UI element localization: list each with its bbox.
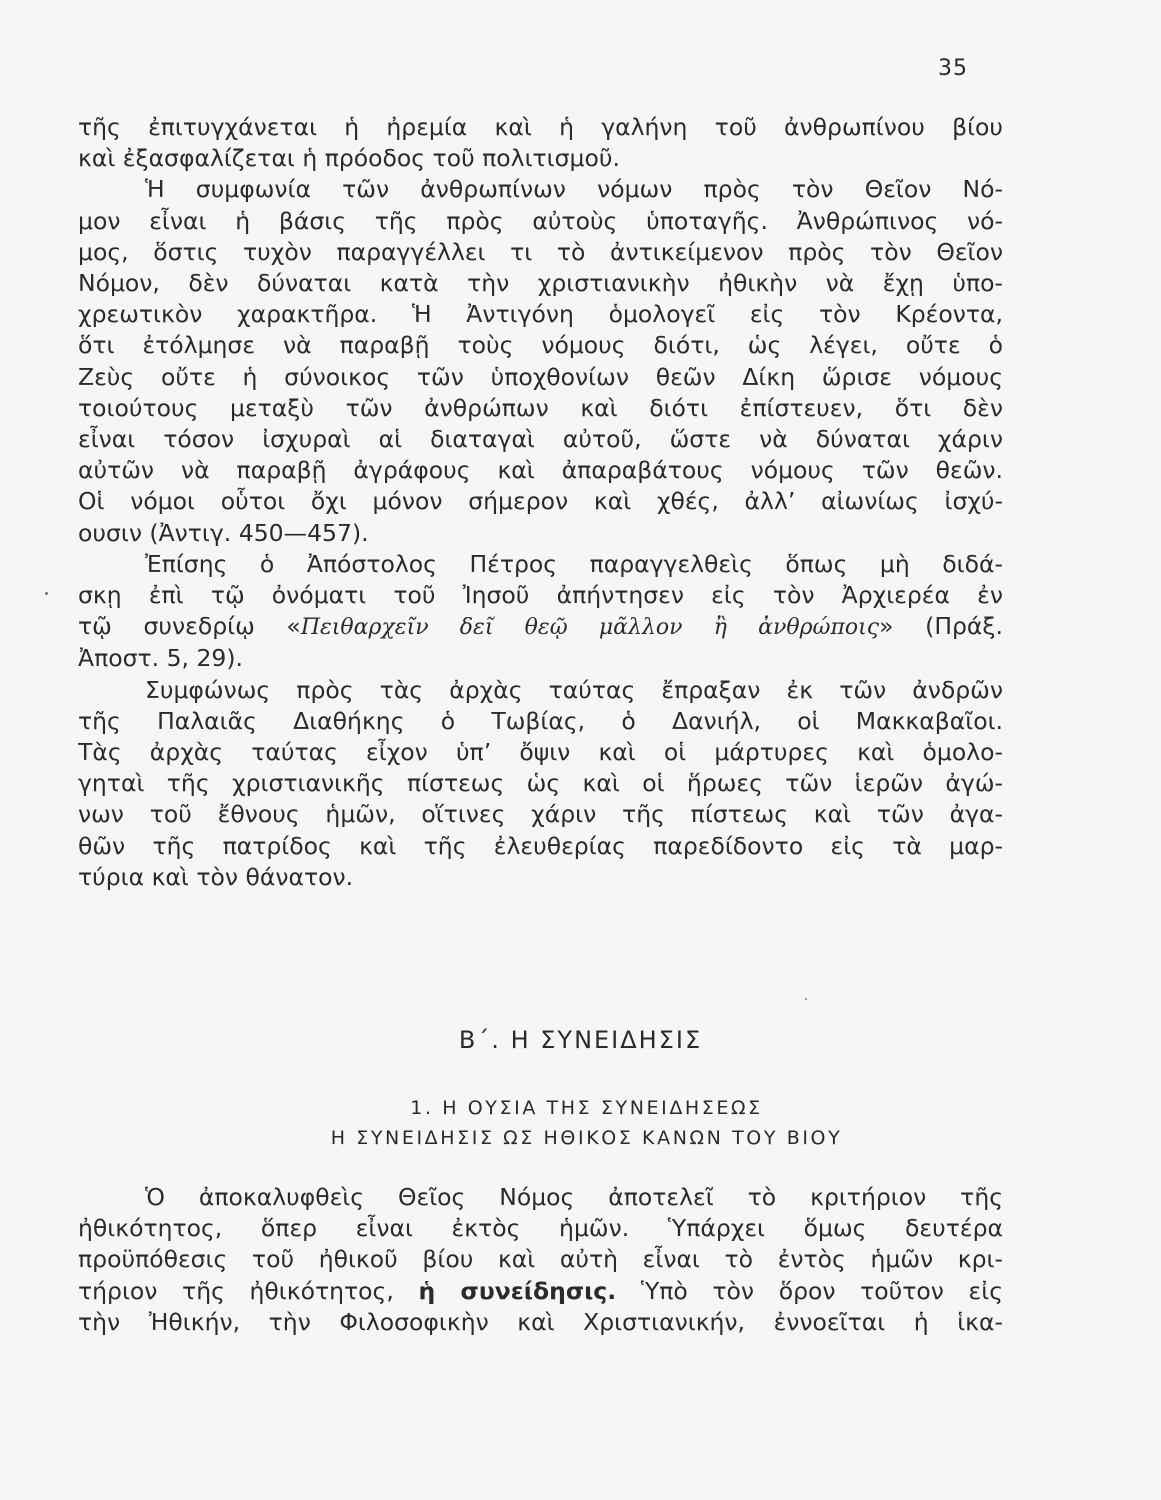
text-line: ἠθικότητος, ὅπερ εἶναι ἐκτὸς ἡμῶν. Ὑπάρχει ὅμως δευτέρα — [78, 1214, 1003, 1243]
text-line: τύρια καὶ τὸν θάνατον. — [78, 862, 354, 891]
subsection-subtitle: Η ΣΥΝΕΙΔΗΣΙΣ ΩΣ ΗΘΙΚΟΣ ΚΑΝΩΝ ΤΟΥ ΒΙΟΥ — [330, 1127, 843, 1149]
section-title: Β΄. Η ΣΥΝΕΙΔΗΣΙΣ — [458, 1026, 703, 1054]
term-line — [78, 1276, 1003, 1307]
print-speck — [805, 998, 807, 1000]
body-text-top — [78, 112, 1003, 893]
quote-line — [78, 611, 1003, 643]
scripture-quote: Πειθαρχεῖν δεῖ θεῷ μᾶλλον ἢ ἀνθρώποις — [300, 615, 880, 641]
quote-prefix: τῷ συνεδρίῳ « — [78, 612, 301, 641]
text-line: Ὁ ἀποκαλυφθεὶς Θεῖος Νόμος ἀποτελεῖ τὸ κριτήριον τῆς — [145, 1183, 1003, 1211]
term-prefix: τήριον τῆς ἠθικότητος, — [78, 1276, 419, 1305]
text-line: σκῃ ἐπὶ τῷ ὀνόματι τοῦ Ἰησοῦ ἀπήντησεν εἰς τὸν Ἀρχιερέα ἐν — [78, 581, 1003, 610]
text-line: προϋπόθεσις τοῦ ἠθικοῦ βίου καὶ αὐτὴ εἶναι τὸ ἐντὸς ἡμῶν κρι- — [78, 1245, 1003, 1274]
text-line: τῆς ἐπιτυγχάνεται ἡ ἠρεμία καὶ ἡ γαλήνη τοῦ ἀνθρωπίνου βίου — [78, 113, 1003, 141]
text-line: Οἱ νόμοι οὗτοι ὄχι μόνον σήμερον καὶ χθές, ἀλλ’ αἰωνίως ἰσχύ- — [78, 487, 1003, 516]
text-line: εἶναι τόσον ἰσχυραὶ αἱ διαταγαὶ αὐτοῦ, ὥστε νὰ δύναται χάριν — [78, 425, 1003, 454]
text-line: ουσιν (Ἀντιγ. 450—457). — [78, 518, 369, 547]
text-line: Τὰς ἀρχὰς ταύτας εἶχον ὑπ’ ὄψιν καὶ οἱ μάρτυρες καὶ ὁμολο- — [78, 738, 1003, 767]
text-line: τῆς Παλαιᾶς Διαθήκης ὁ Τωβίας, ὁ Δανιήλ, οἱ Μακκαβαῖοι. — [78, 706, 1003, 735]
text-line: χρεωτικὸν χαρακτῆρα. Ἡ Ἀντιγόνη ὁμολογεῖ εἰς τὸν Κρέοντα, — [78, 300, 1003, 329]
print-speck — [45, 592, 48, 595]
text-line: Ἡ συμφωνία τῶν ἀνθρωπίνων νόμων πρὸς τὸν Θεῖον Νό- — [145, 175, 1003, 204]
text-line: Ἀποστ. 5, 29). — [78, 644, 244, 673]
text-line: νων τοῦ ἔθνους ἡμῶν, οἵτινες χάριν τῆς πίστεως καὶ τῶν ἀγα- — [78, 800, 1003, 829]
text-line: Συμφώνως πρὸς τὰς ἀρχὰς ταύτας ἔπραξαν ἐκ τῶν ἀνδρῶν — [145, 675, 1003, 704]
text-line: Νόμον, δὲν δύναται κατὰ τὴν χριστιανικὴν ἠθικὴν νὰ ἔχῃ ὑπο- — [78, 269, 1003, 298]
page-number: 35 — [938, 56, 968, 81]
text-line: γηταὶ τῆς χριστιανικῆς πίστεως ὡς καὶ οἱ ἥρωες τῶν ἱερῶν ἀγώ- — [78, 769, 1003, 798]
text-line: τοιούτους μεταξὺ τῶν ἀνθρώπων καὶ διότι ἐπίστευεν, ὅτι δὲν — [78, 393, 1003, 422]
text-line: καὶ ἐξασφαλίζεται ἡ πρόοδος τοῦ πολιτισμοῦ. — [78, 144, 620, 173]
term-suffix: Ὑπὸ τὸν ὅρον τοῦτον εἰς — [616, 1276, 1003, 1305]
text-line: μος, ὅστις τυχὸν παραγγέλλει τι τὸ ἀντικείμενον πρὸς τὸν Θεῖον — [78, 237, 1003, 266]
text-line: τὴν Ἠθικήν, τὴν Φιλοσοφικὴν καὶ Χριστιανικήν, ἐννοεῖται ἡ ἱκα- — [78, 1307, 1003, 1336]
text-line: θῶν τῆς πατρίδος καὶ τῆς ἐλευθερίας παρεδίδοντο εἰς τὰ μαρ- — [78, 831, 1003, 860]
key-term: ἡ συνείδησις. — [418, 1276, 617, 1305]
text-line: αὐτῶν νὰ παραβῇ ἀγράφους καὶ ἀπαραβάτους νόμους τῶν θεῶν. — [78, 456, 1003, 485]
text-line: ὅτι ἐτόλμησε νὰ παραβῇ τοὺς νόμους διότι, ὡς λέγει, οὔτε ὁ — [78, 331, 1003, 360]
text-line: μον εἶναι ἡ βάσις τῆς πρὸς αὐτοὺς ὑποταγῆς. Ἀνθρώπινος νό- — [78, 206, 1003, 235]
subsection-title: 1. Η ΟΥΣΙΑ ΤΗΣ ΣΥΝΕΙΔΗΣΕΩΣ — [410, 1097, 763, 1119]
text-line: Ἐπίσης ὁ Ἀπόστολος Πέτρος παραγγελθεὶς ὅπως μὴ διδά- — [145, 549, 1003, 578]
text-line: Ζεὺς οὔτε ἡ σύνοικος τῶν ὑποχθονίων θεῶν Δίκη ὥρισε νόμους — [78, 362, 1003, 391]
body-text-bottom — [78, 1182, 1003, 1338]
quote-suffix: » (Πράξ. — [879, 612, 1003, 641]
